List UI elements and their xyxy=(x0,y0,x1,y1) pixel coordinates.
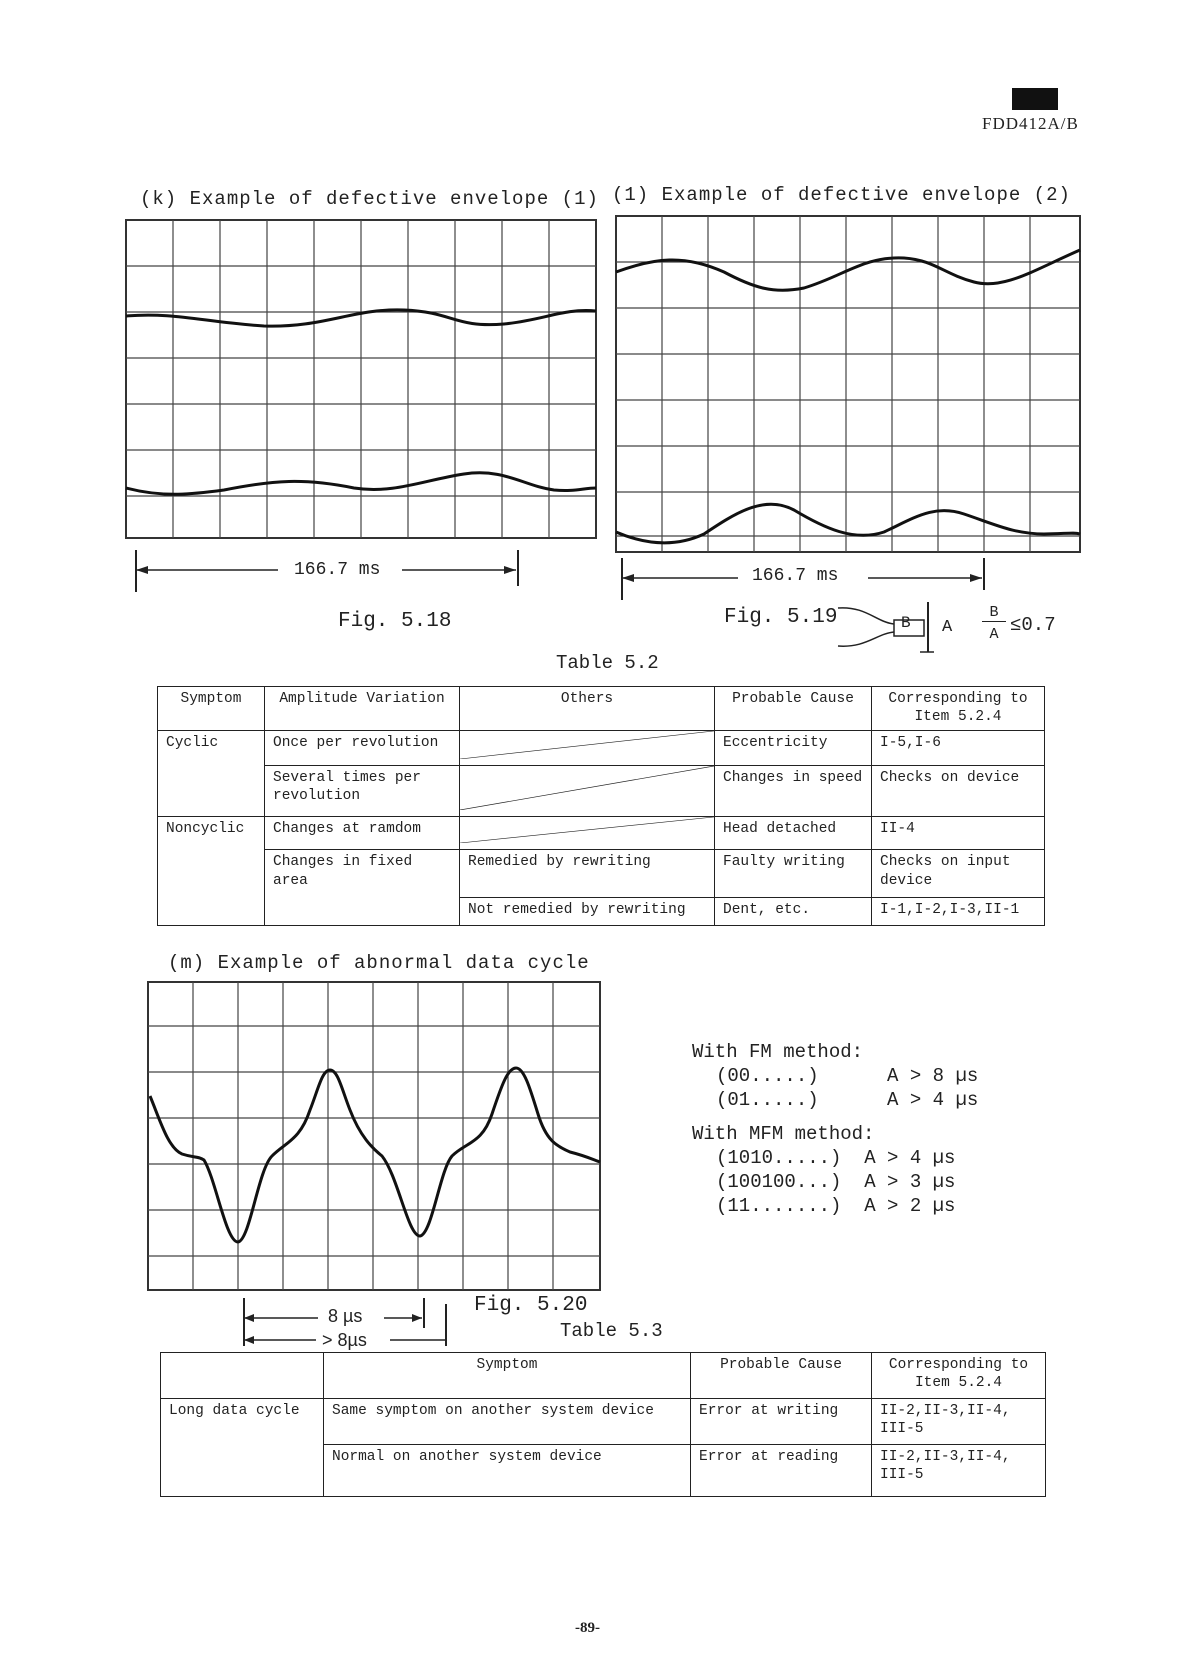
inset-a-label: A xyxy=(942,618,953,637)
cause-cell: Dent, etc. xyxy=(715,898,872,926)
header-cell: Corresponding to Item 5.2.4 xyxy=(872,687,1045,731)
others-cell: Not remedied by rewriting xyxy=(460,898,715,926)
item-cell: Checks on input device xyxy=(872,850,1045,898)
header-cell: Symptom xyxy=(158,687,265,731)
table-header xyxy=(158,687,1045,731)
symptom-cell: Noncyclic xyxy=(158,817,265,926)
others-cell-empty xyxy=(460,766,715,817)
cause-cell: Faulty writing xyxy=(715,850,872,898)
table-row xyxy=(158,731,1045,766)
fig-5-19-label: Fig. 5.19 xyxy=(724,606,838,629)
table-header xyxy=(161,1353,1046,1399)
table-5-2-title: Table 5.2 xyxy=(556,652,659,674)
header-cell: Corresponding to Item 5.2.4 xyxy=(872,1353,1046,1399)
amplitude-cell: Several times per revolution xyxy=(265,766,460,817)
header-cell: Probable Cause xyxy=(715,687,872,731)
mfm-line: (100100...) A > 3 µs xyxy=(716,1171,956,1193)
model-number: FDD412A/B xyxy=(982,114,1079,133)
fig-5-18-scope xyxy=(124,218,600,540)
table-row xyxy=(158,766,1045,817)
row-label-cell: Long data cycle xyxy=(161,1399,324,1497)
item-cell: I-1,I-2,I-3,II-1 xyxy=(872,898,1045,926)
symptom-cell: Cyclic xyxy=(158,731,265,817)
item-cell: I-5,I-6 xyxy=(872,731,1045,766)
table-row xyxy=(158,817,1045,850)
envelope-ratio-inset xyxy=(836,600,936,654)
ratio-denominator: A xyxy=(989,626,999,643)
amplitude-cell: Changes in fixed area xyxy=(265,850,460,926)
fm-line: (00.....) A > 8 µs xyxy=(716,1065,979,1087)
cause-cell: Head detached xyxy=(715,817,872,850)
fig-5-19-scope xyxy=(614,214,1084,554)
table-row xyxy=(161,1399,1046,1445)
ratio-numerator: B xyxy=(982,604,1006,622)
amplitude-cell: Changes at ramdom xyxy=(265,817,460,850)
table-5-3-title: Table 5.3 xyxy=(560,1320,663,1342)
amplitude-cell: Once per revolution xyxy=(265,731,460,766)
item-cell: II-2,II-3,II-4, III-5 xyxy=(872,1445,1046,1497)
mfm-method-title: With MFM method: xyxy=(692,1123,875,1145)
ratio-condition: ≤0.7 xyxy=(1010,614,1056,636)
mfm-line: (11.......) A > 2 µs xyxy=(716,1195,956,1217)
fm-method-title: With FM method: xyxy=(692,1041,864,1063)
fig-5-20-label: Fig. 5.20 xyxy=(474,1294,588,1317)
upper-envelope xyxy=(616,250,1080,290)
fig-5-18-label: Fig. 5.18 xyxy=(338,610,452,633)
data-waveform xyxy=(150,1068,600,1242)
symptom-cell: Normal on another system device xyxy=(324,1445,691,1497)
table-5-2 xyxy=(157,686,1045,926)
symptom-cell: Same symptom on another system device xyxy=(324,1399,691,1445)
table-5-3 xyxy=(160,1352,1046,1497)
inset-b-label: B xyxy=(901,614,911,632)
page-number: -89- xyxy=(575,1620,600,1636)
others-cell-empty xyxy=(460,731,715,766)
others-cell-empty xyxy=(460,817,715,850)
table-row xyxy=(158,850,1045,898)
fig-5-19-caption: (1) Example of defective envelope (2) xyxy=(612,184,1071,206)
others-cell: Remedied by rewriting xyxy=(460,850,715,898)
header-cell: Others xyxy=(460,687,715,731)
fig-5-20-scope xyxy=(146,980,604,1292)
header-cell xyxy=(161,1353,324,1399)
cause-cell: Eccentricity xyxy=(715,731,872,766)
header-cell: Probable Cause xyxy=(691,1353,872,1399)
cause-cell: Error at writing xyxy=(691,1399,872,1445)
header-cell: Symptom xyxy=(324,1353,691,1399)
header-cell: Amplitude Variation xyxy=(265,687,460,731)
item-cell: II-2,II-3,II-4, III-5 xyxy=(872,1399,1046,1445)
fig-5-18-caption: (k) Example of defective envelope (1) xyxy=(140,188,599,210)
dim-gt-8us: > 8µs xyxy=(322,1330,367,1350)
lower-envelope xyxy=(616,504,1080,543)
dim-8us: 8 µs xyxy=(328,1306,363,1326)
fig-5-18-timebase: 166.7 ms xyxy=(294,560,381,580)
cause-cell: Error at reading xyxy=(691,1445,872,1497)
fig-5-19-timebase: 166.7 ms xyxy=(752,566,839,586)
item-cell: II-4 xyxy=(872,817,1045,850)
cause-cell: Changes in speed xyxy=(715,766,872,817)
fm-line: (01.....) A > 4 µs xyxy=(716,1089,979,1111)
item-cell: Checks on device xyxy=(872,766,1045,817)
fig-5-20-caption: (m) Example of abnormal data cycle xyxy=(168,952,590,974)
header-black-mark xyxy=(1012,88,1058,110)
mfm-line: (1010.....) A > 4 µs xyxy=(716,1147,956,1169)
